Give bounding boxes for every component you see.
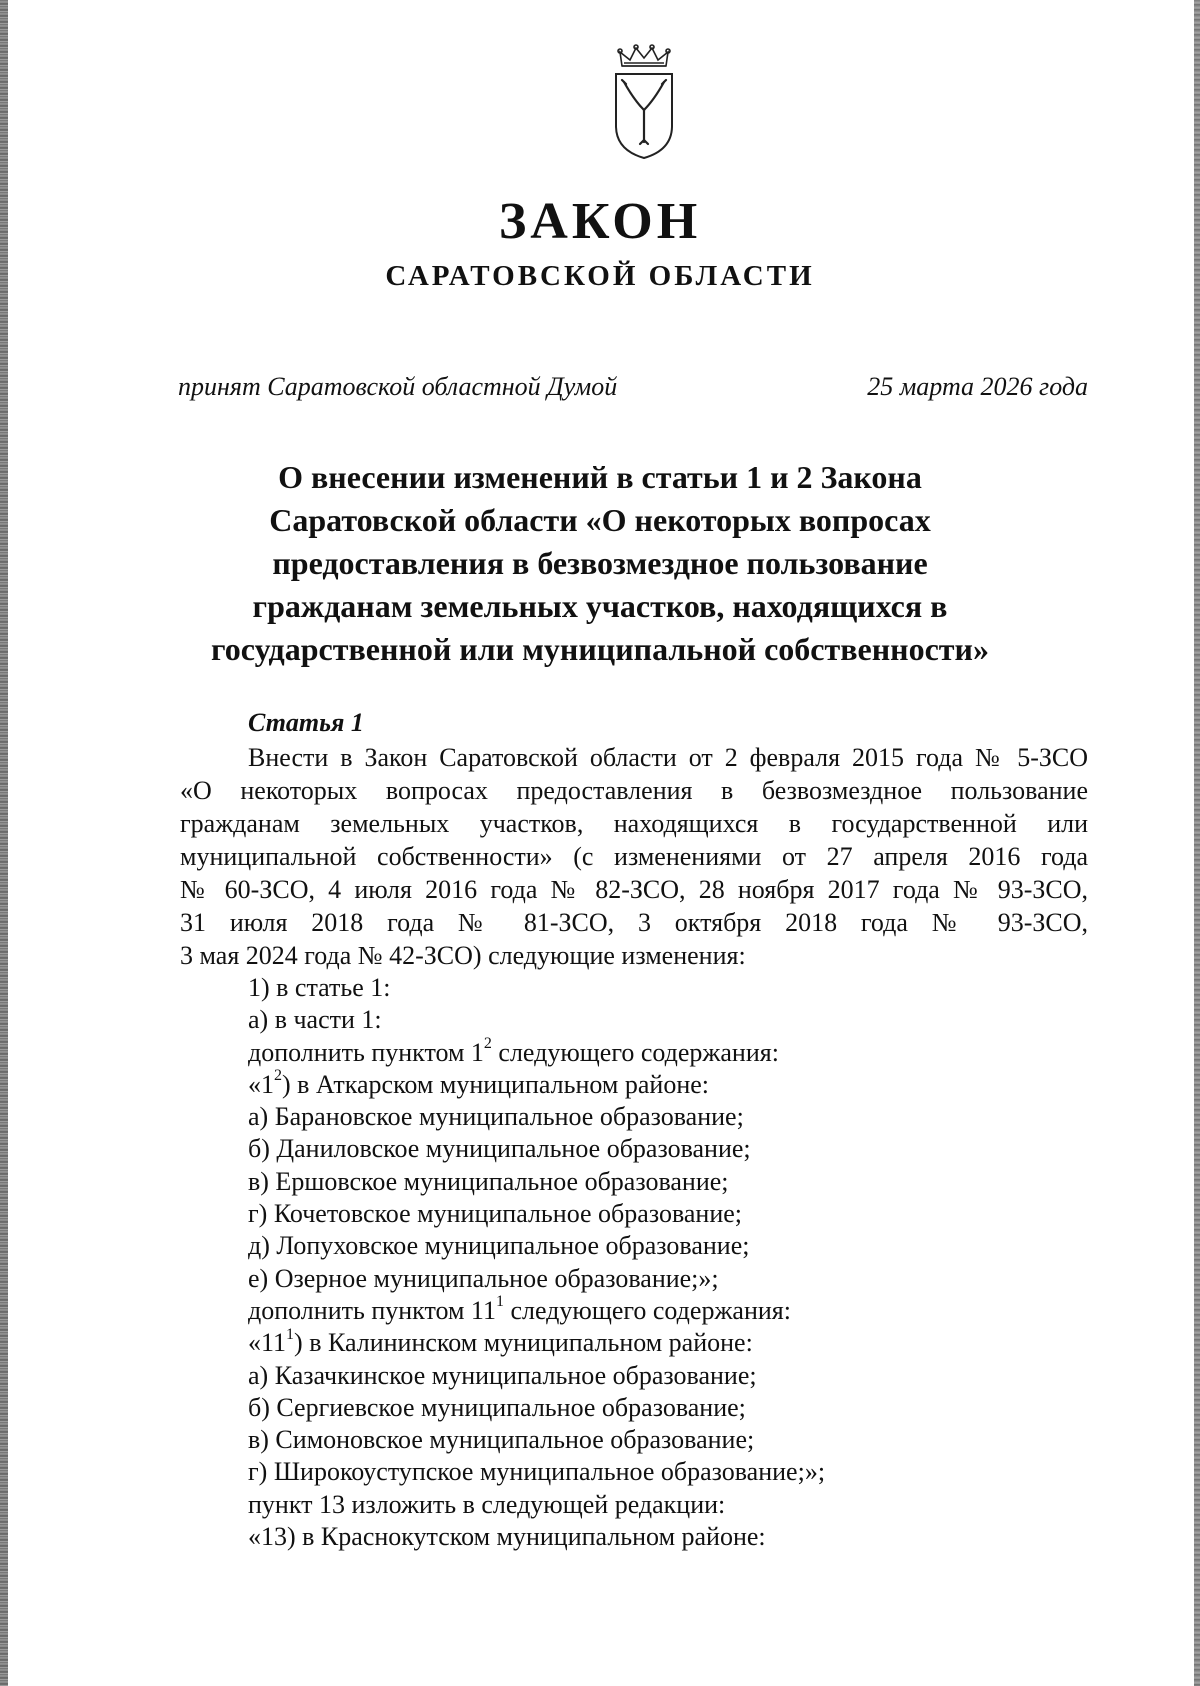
- law-heading-line: Саратовской области «О некоторых вопросах: [269, 502, 931, 538]
- list-item: г) Кочетовское муниципальное образование;: [248, 1199, 743, 1229]
- scan-edge-right: [1194, 0, 1200, 1686]
- list-item: [248, 1069, 825, 1101]
- superscript: 2: [274, 1067, 282, 1085]
- document-title: ЗАКОН: [498, 193, 702, 250]
- item-text: «1: [248, 1069, 274, 1099]
- law-heading-line: гражданам земельных участков, находящихся в: [252, 588, 948, 624]
- list-item: е) Озерное муниципальное образование;»;: [248, 1263, 719, 1293]
- superscript: 1: [495, 1293, 504, 1311]
- list-item: а) Казачкинское муниципальное образование;: [248, 1360, 757, 1390]
- item-text: ) в Аткарском муниципальном районе:: [282, 1069, 709, 1099]
- coat-of-arms-emblem: [604, 44, 684, 164]
- law-heading: [150, 456, 1050, 671]
- list-item: [248, 1295, 825, 1327]
- list-item: «13) в Краснокутском муниципальном районе:: [248, 1522, 766, 1552]
- list-item: [248, 1034, 825, 1069]
- item-text: ) в Калининском муниципальном районе:: [294, 1328, 753, 1358]
- article-title: Статья 1: [248, 708, 364, 737]
- list-item: 1) в статье 1:: [248, 973, 391, 1002]
- list-item: д) Лопуховское муниципальное образование;: [248, 1231, 750, 1261]
- adopted-by: принят Саратовской областной Думой: [178, 372, 618, 401]
- superscript: 1: [286, 1325, 295, 1343]
- amendment-list: [248, 972, 825, 1553]
- article-intro: [180, 741, 1088, 972]
- list-item: а) Барановское муниципальное образование;: [248, 1102, 744, 1132]
- item-text: дополнить пунктом 11: [248, 1295, 496, 1325]
- adoption-date: 25 марта 2026 года: [867, 372, 1088, 401]
- intro-line: 3 мая 2024 года № 42-ЗСО) следующие изменения:: [180, 941, 746, 970]
- intro-line: № 60-ЗСО, 4 июля 2016 года № 82-ЗСО, 28 ноября 2017 года № 93-ЗСО,: [180, 875, 1088, 904]
- intro-line: Внести в Закон Саратовской области от 2 февраля 2015 года № 5-ЗСО: [248, 743, 1088, 772]
- list-item: б) Сергиевское муниципальное образование;: [248, 1392, 746, 1422]
- list-item: б) Даниловское муниципальное образование;: [248, 1134, 751, 1164]
- item-text: следующего содержания:: [491, 1037, 779, 1067]
- intro-line: «О некоторых вопросах предоставления в безвозмездное пользование: [180, 776, 1088, 805]
- item-text: дополнить пунктом 1: [248, 1037, 484, 1067]
- intro-line: муниципальной собственности» (с изменениями от 27 апреля 2016 года: [180, 842, 1088, 871]
- document-subtitle: САРАТОВСКОЙ ОБЛАСТИ: [385, 260, 815, 292]
- scan-edge-left: [0, 0, 8, 1686]
- list-item: в) Симоновское муниципальное образование;: [248, 1425, 755, 1455]
- law-heading-line: предоставления в безвозмездное пользование: [272, 545, 928, 581]
- list-item: в) Ершовское муниципальное образование;: [248, 1166, 729, 1196]
- item-text: «11: [248, 1328, 287, 1358]
- intro-line: гражданам земельных участков, находящихся в государственной или: [180, 809, 1088, 838]
- list-item: пункт 13 изложить в следующей редакции:: [248, 1489, 726, 1519]
- list-item: г) Широкоуступское муниципальное образование;»;: [248, 1457, 826, 1487]
- superscript: 2: [483, 1034, 492, 1052]
- item-text: следующего содержания:: [503, 1295, 791, 1325]
- list-item: [248, 1327, 825, 1359]
- law-heading-line: государственной или муниципальной собственности»: [211, 631, 989, 667]
- intro-line: 31 июля 2018 года № 81-ЗСО, 3 октября 2018 года № 93-ЗСО,: [180, 908, 1088, 937]
- list-item: а) в части 1:: [248, 1005, 382, 1035]
- law-heading-line: О внесении изменений в статьи 1 и 2 Закона: [278, 459, 922, 495]
